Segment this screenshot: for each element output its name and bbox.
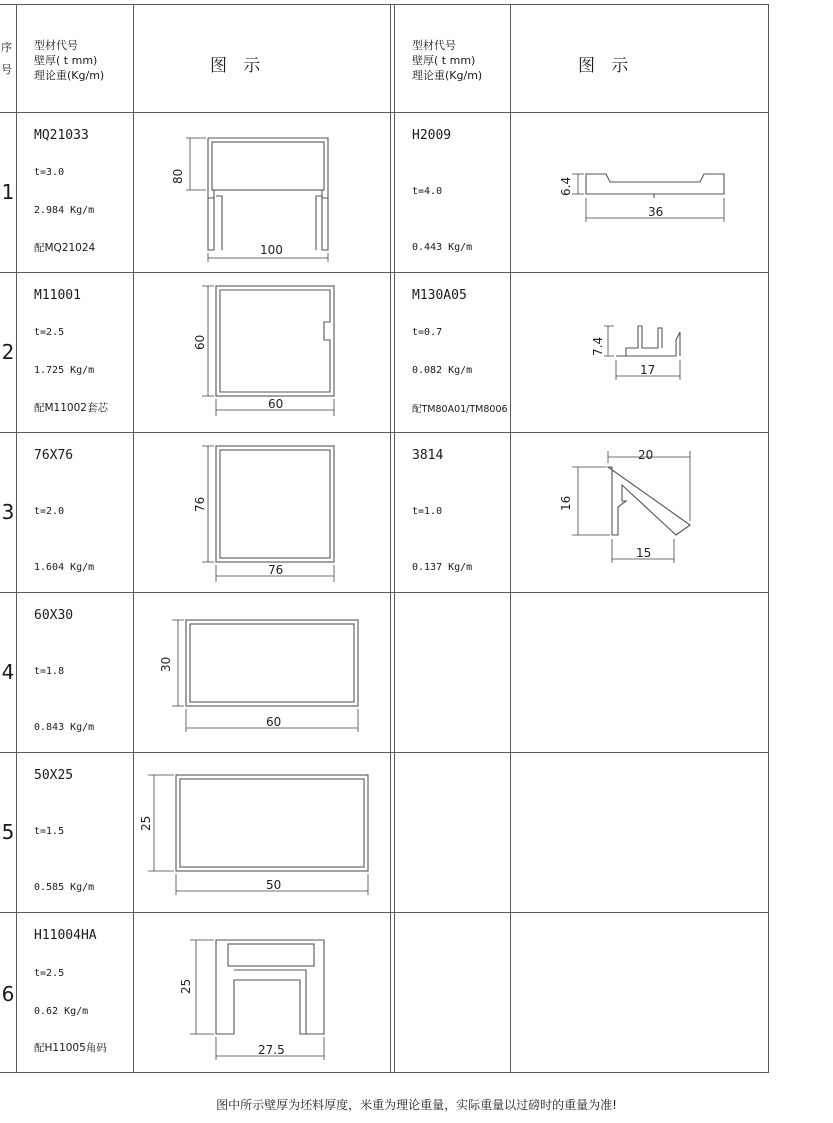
row-1-seq: 1 [1,180,15,204]
row-5-left-dim-h: 25 [139,815,153,831]
row-4-left-dim-w: 60 [266,715,282,729]
row-2-left-weight: 1.725 Kg/m [34,365,95,376]
row-1-left-weight: 2.984 Kg/m [34,205,95,216]
row-2-seq: 2 [1,340,15,364]
row-2-left-note: 配M11002套芯 [34,402,108,414]
row-1-left-code: MQ21033 [34,128,89,143]
grid-row2-bottom [0,432,768,433]
row-2-left-profile-drawing [180,280,350,430]
row-5-seq: 5 [1,820,15,844]
row-6-seq: 6 [1,982,15,1006]
row-3-right-thickness: t=1.0 [412,506,443,517]
row-5-left-dim-w: 50 [266,878,282,892]
grid-col-mid-b [394,4,395,1073]
grid-col-mid-a [390,4,391,1073]
right-header-code: 型材代号 [412,39,456,52]
row-3-right-code: 3814 [412,448,444,463]
row-3-left-thickness: t=2.0 [34,506,65,517]
row-6-left-thickness: t=2.5 [34,968,65,979]
row-4-left-dim-h: 30 [159,656,173,672]
row-2-right-note: 配TM80A01/TM8006 [412,404,508,415]
grid-header-bottom [0,112,768,113]
row-6-left-dim-h: 25 [179,978,193,994]
right-header-thickness: 壁厚( t mm) [412,54,476,67]
grid-col-left-fig [133,4,134,1073]
row-3-left-code: 76X76 [34,448,74,463]
row-1-right-dim-w: 36 [648,205,664,219]
right-header-weight: 理论重(Kg/m) [412,69,483,82]
right-header-figure: 图 示 [578,56,629,76]
row-5-left-weight: 0.585 Kg/m [34,882,95,893]
grid-row3-bottom [0,592,768,593]
row-3-seq: 3 [1,500,15,524]
row-5-left-profile-drawing [130,765,380,905]
row-6-left-dim-w: 27.5 [258,1043,285,1057]
row-1-right-code: H2009 [412,128,452,143]
row-6-left-profile-drawing [170,930,340,1070]
row-1-left-dim-w: 100 [260,243,283,257]
left-header-weight: 理论重(Kg/m) [34,69,105,82]
row-1-right-thickness: t=4.0 [412,186,443,197]
grid-col-seq [16,4,17,1073]
row-3-right-dim-top: 20 [638,448,654,462]
row-4-left-code: 60X30 [34,608,74,623]
row-4-left-profile-drawing [150,610,370,740]
row-2-right-dim-w: 17 [640,363,656,377]
row-1-right-weight: 0.443 Kg/m [412,242,473,253]
grid-col-right-fig [510,4,511,1073]
row-2-left-code: M11001 [34,288,81,303]
grid-top [0,4,768,5]
row-2-right-code: M130A05 [412,288,467,303]
row-6-left-note: 配H11005角码 [34,1042,107,1054]
grid-row4-bottom [0,752,768,753]
row-3-left-dim-w: 76 [268,563,284,577]
row-1-left-note: 配MQ21024 [34,242,96,254]
row-2-right-dim-h: 7.4 [591,336,605,356]
row-6-left-weight: 0.62 Kg/m [34,1006,89,1017]
row-2-right-profile-drawing [580,318,700,388]
row-3-right-profile-drawing [550,445,710,575]
row-6-left-code: H11004HA [34,928,97,943]
row-3-right-dim-h: 16 [559,495,573,511]
grid-row1-bottom [0,272,768,273]
left-header-figure: 图 示 [210,56,261,76]
row-3-right-weight: 0.137 Kg/m [412,562,473,573]
row-5-left-code: 50X25 [34,768,74,783]
row-1-left-dim-h: 80 [171,168,185,184]
grid-row5-bottom [0,912,768,913]
row-1-left-profile-drawing [160,128,360,268]
row-4-left-thickness: t=1.8 [34,666,65,677]
left-header-code: 型材代号 [34,39,78,52]
seq-header-bottom: 号 [1,63,12,76]
row-2-left-dim-h: 60 [193,334,207,350]
footer-note: 图中所示壁厚为坯料厚度，米重为理论重量，实际重量以过磅时的重量为准! [216,1098,617,1112]
row-2-left-thickness: t=2.5 [34,327,65,338]
grid-bottom [0,1072,768,1073]
row-2-right-thickness: t=0.7 [412,327,443,338]
row-3-left-profile-drawing [180,440,350,590]
row-4-left-weight: 0.843 Kg/m [34,722,95,733]
row-3-right-dim-w: 15 [636,546,652,560]
row-2-right-weight: 0.082 Kg/m [412,365,473,376]
row-1-left-thickness: t=3.0 [34,167,65,178]
seq-header-top: 序 [1,41,12,54]
row-3-left-dim-h: 76 [193,496,207,512]
grid-right-edge [768,4,769,1073]
row-4-seq: 4 [1,660,15,684]
left-header-thickness: 壁厚( t mm) [34,54,98,67]
row-5-left-thickness: t=1.5 [34,826,65,837]
row-3-left-weight: 1.604 Kg/m [34,562,95,573]
row-2-left-dim-w: 60 [268,397,284,411]
row-1-right-dim-h: 6.4 [559,176,573,196]
row-1-right-profile-drawing [550,160,740,230]
